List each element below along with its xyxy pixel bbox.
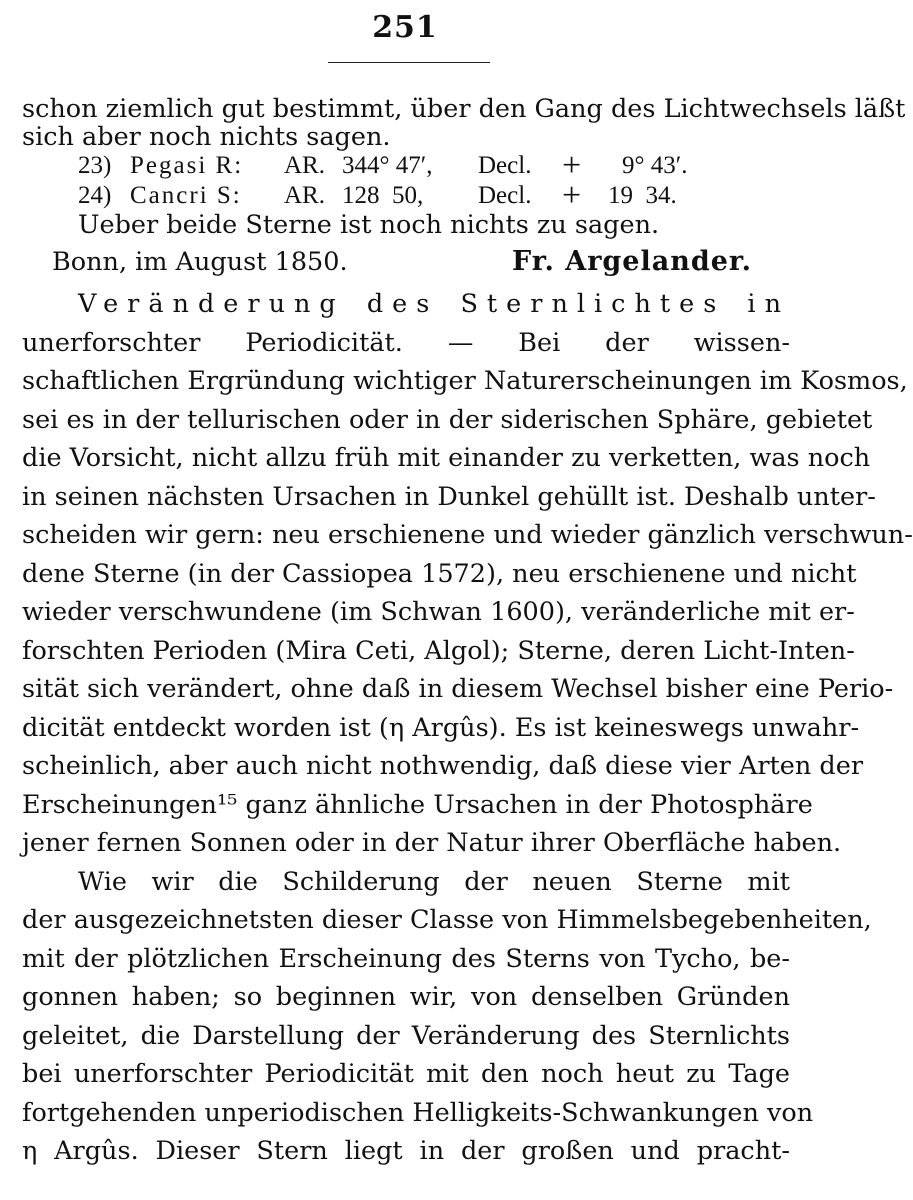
text-line: sich aber noch nichts sagen. (22, 122, 391, 152)
star-decl-label: Decl. (478, 152, 532, 179)
star-decl-label: Decl. (478, 182, 532, 209)
text-block (22, 94, 913, 1171)
star-name: Pegasi R: (130, 152, 244, 179)
text-line: in seinen nächsten Ursachen in Dunkel gehüllt ist. Deshalb unter- (22, 481, 876, 512)
section-heading-line: Veränderung des Sternlichtes in (78, 289, 790, 319)
text-line: η Argûs. Dieser Stern liegt in der großen und pracht- (22, 1136, 790, 1166)
text-line: dicität entdeckt worden ist (η Argûs). Es ist keineswegs unwahr- (22, 712, 860, 743)
text-line: fortgehenden unperiodischen Helligkeits-Schwankungen von (22, 1097, 814, 1128)
signature-author: Fr. Argelander. (512, 246, 753, 277)
text-line: Erscheinungen¹⁵ ganz ähnliche Ursachen in der Photosphäre (22, 789, 813, 820)
note-line: Ueber beide Sterne ist noch nichts zu sagen. (78, 210, 660, 240)
text-line: schaftlichen Ergründung wichtiger Naturerscheinungen im Kosmos, (22, 366, 908, 396)
text-line: unerforschter Periodicität. — Bei der wissen- (22, 327, 790, 358)
star-entry (22, 147, 790, 184)
text-line: scheinlich, aber auch nicht nothwendig, daß diese vier Arten der (22, 751, 864, 781)
star-entry (22, 177, 790, 214)
text-line: gonnen haben; so beginnen wir, von denselben Gründen (22, 982, 790, 1012)
text-line: mit der plötzlichen Erscheinung des Sterns von Tycho, be- (22, 943, 790, 974)
star-decl-sign: + (562, 147, 582, 184)
text-line: wieder verschwundene (im Schwan 1600), veränderliche mit er- (22, 597, 855, 627)
star-number: 23) (78, 152, 112, 179)
signature-place-date: Bonn, im August 1850. (52, 247, 348, 277)
star-number: 24) (78, 182, 112, 209)
star-decl: 9° 43′. (622, 152, 688, 179)
star-decl-sign: + (562, 177, 582, 214)
star-ar-label: AR. (284, 152, 325, 179)
text-line: sei es in der tellurischen oder in der siderischen Sphäre, gebietet (22, 404, 873, 435)
text-line: bei unerforschter Periodicität mit den noch heut zu Tage (22, 1059, 790, 1089)
signature (22, 239, 790, 285)
text-line: dene Sterne (in der Cassiopea 1572), neu erschienene und nicht (22, 558, 857, 589)
star-decl: 19 34. (608, 182, 677, 209)
text-line: jener fernen Sonnen oder in der Natur ihrer Oberfläche haben. (22, 828, 842, 858)
text-line: der ausgezeichnetsten dieser Classe von Himmelsbegebenheiten, (22, 905, 872, 935)
text-line: schon ziemlich gut bestimmt, über den Gang des Lichtwechsels läßt (22, 94, 906, 124)
text-line: sität sich verändert, ohne daß in diesem Wechsel bisher eine Perio- (22, 674, 894, 704)
star-name: Cancri S: (130, 182, 242, 209)
text-line: die Vorsicht, nicht allzu früh mit einander zu verketten, was noch (22, 443, 871, 473)
star-ar: 128 50, (342, 182, 424, 209)
header-rule (328, 62, 490, 63)
star-ar-label: AR. (284, 182, 325, 209)
page-number: 251 (372, 10, 438, 45)
text-line: geleitet, die Darstellung der Veränderung des Sternlichts (22, 1020, 790, 1051)
text-line: forschten Perioden (Mira Ceti, Algol); Sterne, deren Licht-Inten- (22, 635, 855, 666)
star-ar: 344° 47′, (342, 152, 433, 179)
text-line: scheiden wir gern: neu erschienene und wieder gänzlich verschwun- (22, 520, 913, 550)
paragraph-start-line: Wie wir die Schilderung der neuen Sterne mit (78, 866, 790, 897)
